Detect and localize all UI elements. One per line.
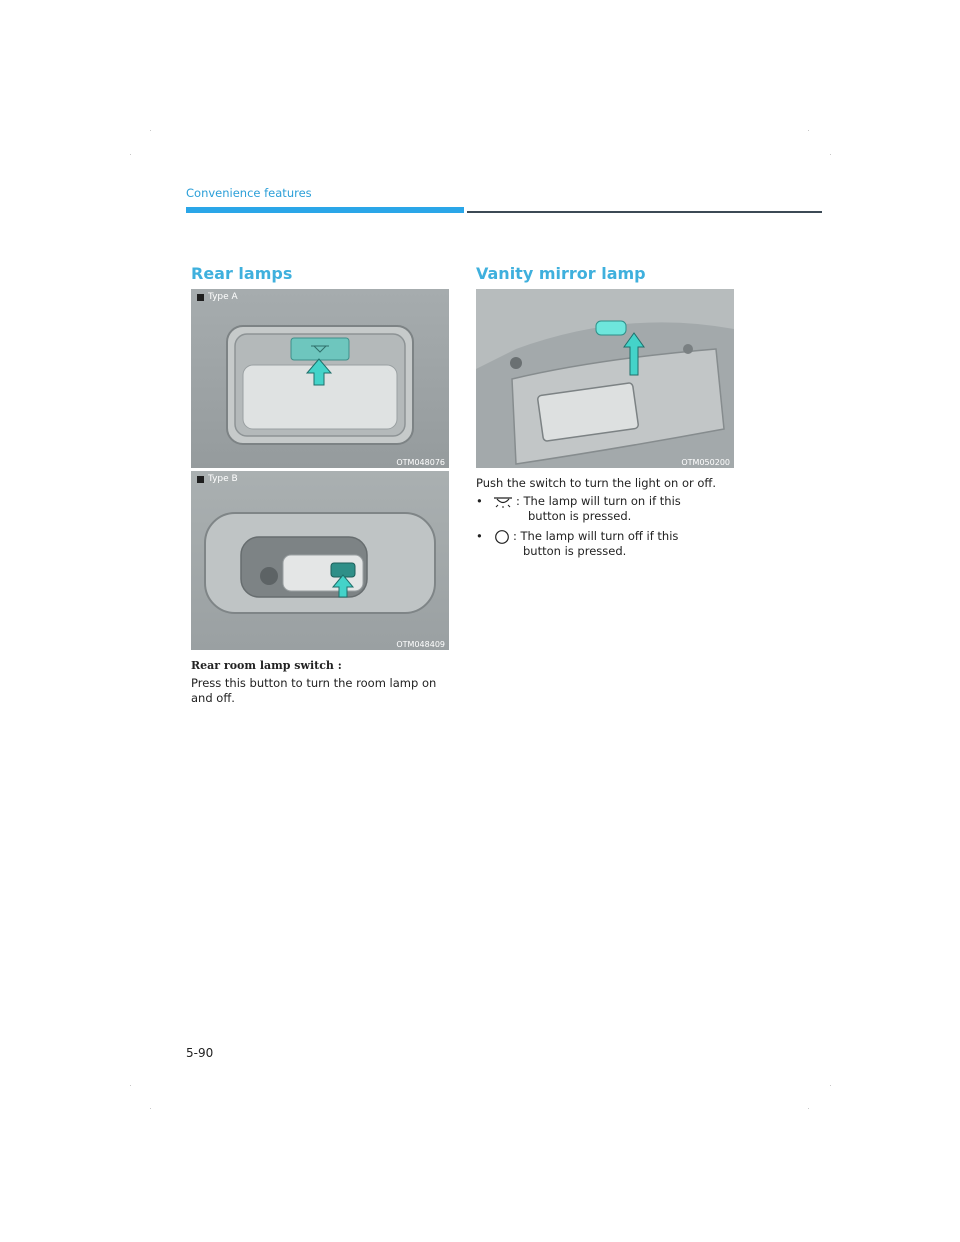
header-rule-accent <box>186 207 464 213</box>
rear-lamps-heading: Rear lamps <box>191 264 293 283</box>
vanity-mirror-lamp-heading: Vanity mirror lamp <box>476 264 646 283</box>
section-title: Convenience features <box>186 186 312 200</box>
rear-room-lamp-description: Press this button to turn the room lamp on and off. <box>191 676 437 705</box>
square-bullet-icon <box>197 476 204 483</box>
crop-mark <box>150 1108 151 1109</box>
crop-mark <box>830 1085 831 1086</box>
vanity-intro: Push the switch to turn the light on or off. <box>476 476 717 490</box>
crop-mark <box>130 154 131 155</box>
square-bullet-icon <box>197 294 204 301</box>
figure-vanity-mirror <box>476 289 734 468</box>
lamp-on-icon <box>492 495 514 513</box>
crop-mark <box>808 1108 809 1109</box>
figure-code: OTM048409 <box>396 640 445 649</box>
figure-type-b-illustration <box>191 471 449 650</box>
type-a-label: Type A <box>197 292 238 302</box>
figure-vanity-mirror-illustration <box>476 289 734 468</box>
rear-room-lamp-caption: Rear room lamp switch : <box>191 659 342 672</box>
lamp-off-icon <box>494 529 510 549</box>
type-b-label: Type B <box>197 474 238 484</box>
figure-type-a-illustration <box>191 289 449 468</box>
crop-mark <box>830 154 831 155</box>
figure-type-a <box>191 289 449 468</box>
figure-code: OTM048076 <box>396 458 445 467</box>
crop-mark <box>808 130 809 131</box>
page-number: 5-90 <box>186 1046 214 1060</box>
header-rule <box>467 211 822 213</box>
figure-type-b <box>191 471 449 650</box>
crop-mark <box>150 130 151 131</box>
crop-mark <box>130 1085 131 1086</box>
figure-code: OTM050200 <box>681 458 730 467</box>
